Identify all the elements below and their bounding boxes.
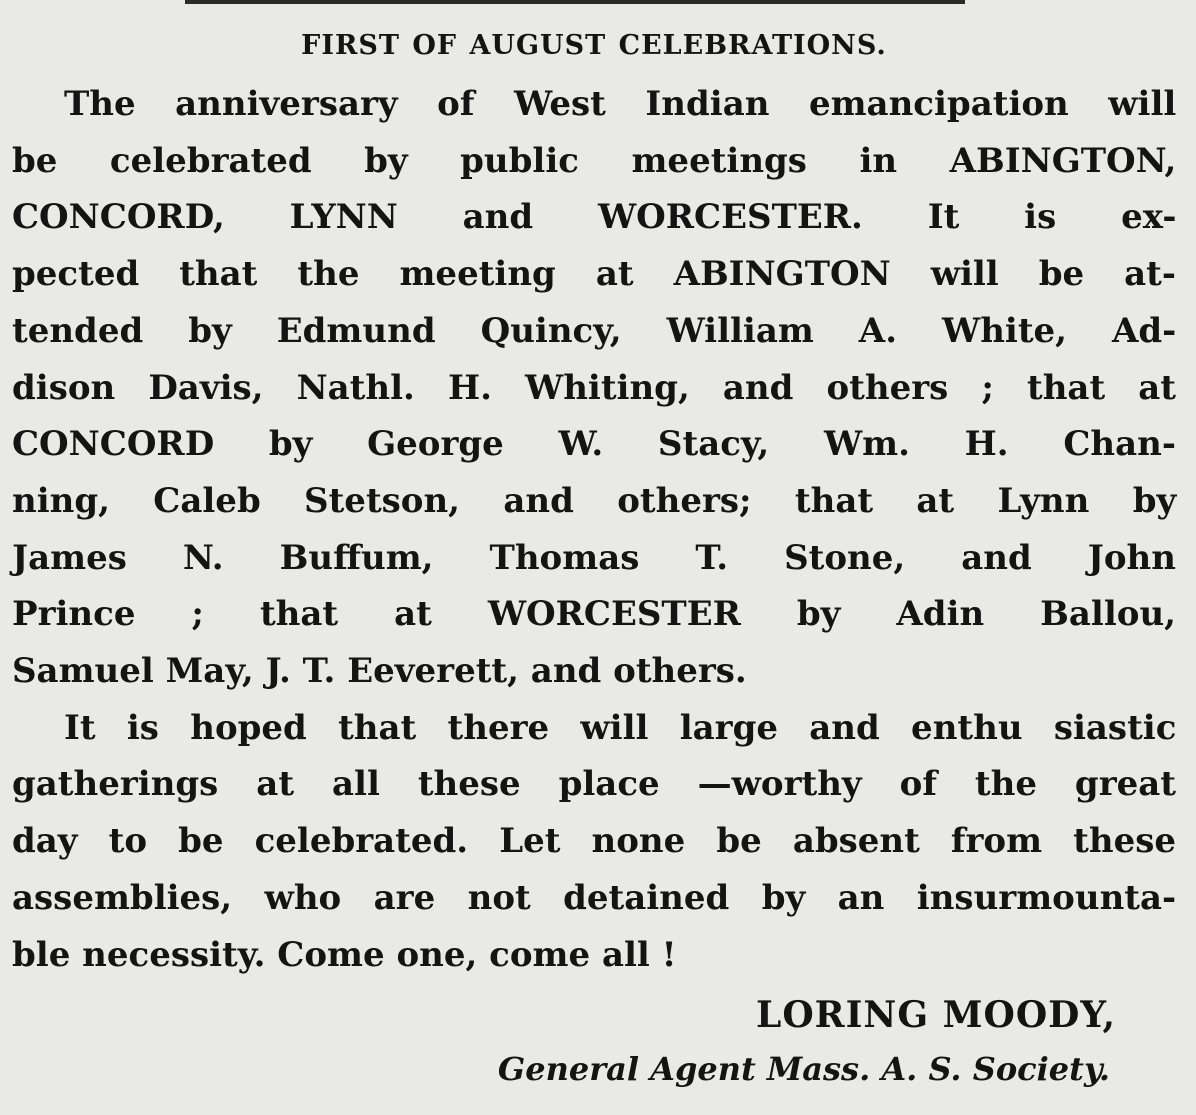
text-line: Prince ; that at WORCESTER by Adin Ballou, bbox=[12, 594, 1176, 635]
text-line: The anniversary of West Indian emancipation will bbox=[64, 84, 1177, 124]
signature-name: LORING MOODY, bbox=[756, 994, 1116, 1037]
text-line: tended by Edmund Quincy, William A. White, Ad- bbox=[12, 310, 1177, 351]
text-line: gatherings at all these place —worthy of the great bbox=[12, 764, 1176, 805]
text-line: ble necessity. Come one, come all ! bbox=[12, 934, 677, 975]
text-line: CONCORD, LYNN and WORCESTER. It is ex- bbox=[12, 197, 1177, 238]
text-line: It is hoped that there will large and enthu siastic bbox=[64, 707, 1177, 748]
text-line: assemblies, who are not detained by an insurmounta- bbox=[12, 877, 1177, 918]
text-line: be celebrated by public meetings in ABINGTON, bbox=[12, 140, 1177, 181]
text-line: James N. Buffum, Thomas T. Stone, and John bbox=[12, 537, 1176, 578]
text-line: CONCORD by George W. Stacy, Wm. H. Chan- bbox=[12, 424, 1176, 465]
signature-title: General Agent Mass. A. S. Society. bbox=[497, 1050, 1110, 1089]
article-column bbox=[12, 22, 1176, 1095]
article-heading: FIRST OF AUGUST CELEBRATIONS. bbox=[301, 30, 887, 61]
text-line: day to be celebrated. Let none be absent from these bbox=[12, 821, 1176, 862]
text-line: dison Davis, Nathl. H. Whiting, and others ; that at bbox=[12, 367, 1176, 408]
text-line: Samuel May, J. T. Eeverett, and others. bbox=[12, 651, 747, 692]
text-line: pected that the meeting at ABINGTON will be at- bbox=[12, 254, 1176, 295]
paragraph-1 bbox=[12, 76, 1176, 700]
paragraph-2 bbox=[12, 700, 1176, 984]
text-line: ning, Caleb Stetson, and others; that at Lynn by bbox=[12, 480, 1177, 521]
top-rule bbox=[185, 0, 965, 4]
